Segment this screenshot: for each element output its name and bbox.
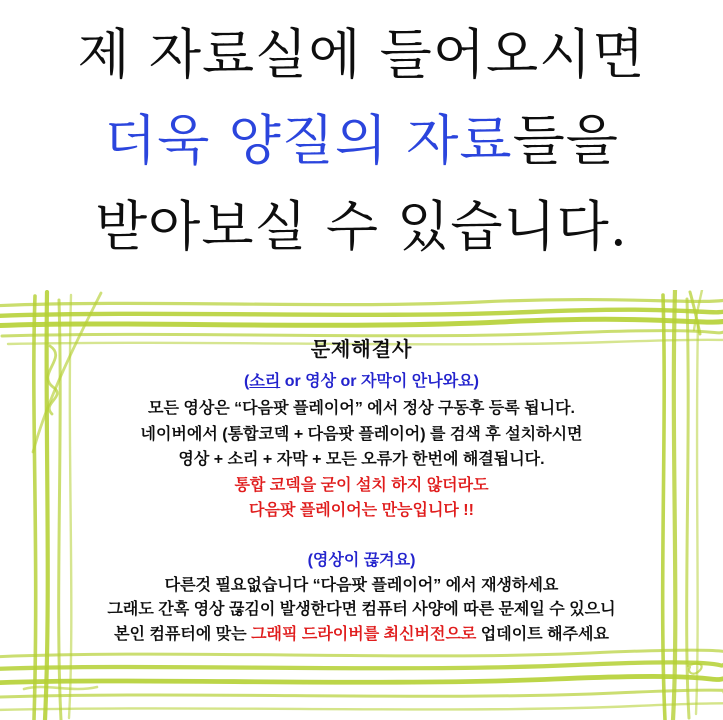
banner-line-2 <box>0 98 723 184</box>
notice-line: 그래도 간혹 영상 끊김이 발생한다면 컴퓨터 사양에 따른 문제일 수 있으니 <box>107 601 616 618</box>
line3-prefix: 본인 컴퓨터에 맞는 <box>114 625 252 643</box>
notice-line: 모든 영상은 “다음팟 플레이어” 에서 정상 구동후 등록 됩니다. <box>148 400 575 417</box>
banner-line-3: 받아보실 수 있습니다. <box>95 195 628 258</box>
section2-header: (영상이 끊겨요) <box>307 551 416 569</box>
notice-line: 네이버에서 (통합코덱 + 다음팟 플레이어) 를 검색 후 설치하시면 <box>140 425 583 443</box>
section1-header-open: ( <box>244 373 250 390</box>
section1-header-underlined: 소리 <box>249 373 281 390</box>
banner-line-1: 제 자료실에 들어오시면 <box>77 23 646 86</box>
line3-suffix: 업데이트 해주세요 <box>476 625 609 643</box>
section-gap <box>90 524 633 548</box>
line3-red-highlight: 그래픽 드라이버를 최신버전으로 <box>251 625 477 643</box>
section1-header-rest: or 영상 or 자막이 안나와요) <box>280 373 479 390</box>
banner-line-2-highlight: 더욱 양질의 자료 <box>104 109 513 172</box>
notice-line: 영상 + 소리 + 자막 + 모든 오류가 한번에 해결됩니다. <box>178 451 545 468</box>
notice-title: 문제해결사 <box>310 339 413 361</box>
banner-line-2-tail: 들을 <box>512 109 619 172</box>
troubleshooting-notice <box>90 338 633 647</box>
section1-header <box>90 370 633 394</box>
top-banner <box>0 12 723 270</box>
notice-line: 다른것 필요없습니다 “다음팟 플레이어” 에서 재생하세요 <box>164 576 559 594</box>
notice-warning-line: 다음팟 플레이어는 만능입니다 !! <box>249 502 474 519</box>
notice-line-mixed <box>90 623 633 648</box>
frame-bottom-border <box>0 650 723 710</box>
frame-right-border <box>663 290 698 720</box>
frame-top-border <box>0 290 723 344</box>
notice-warning-line: 통합 코덱을 굳이 설치 하지 않더라도 <box>234 476 489 494</box>
